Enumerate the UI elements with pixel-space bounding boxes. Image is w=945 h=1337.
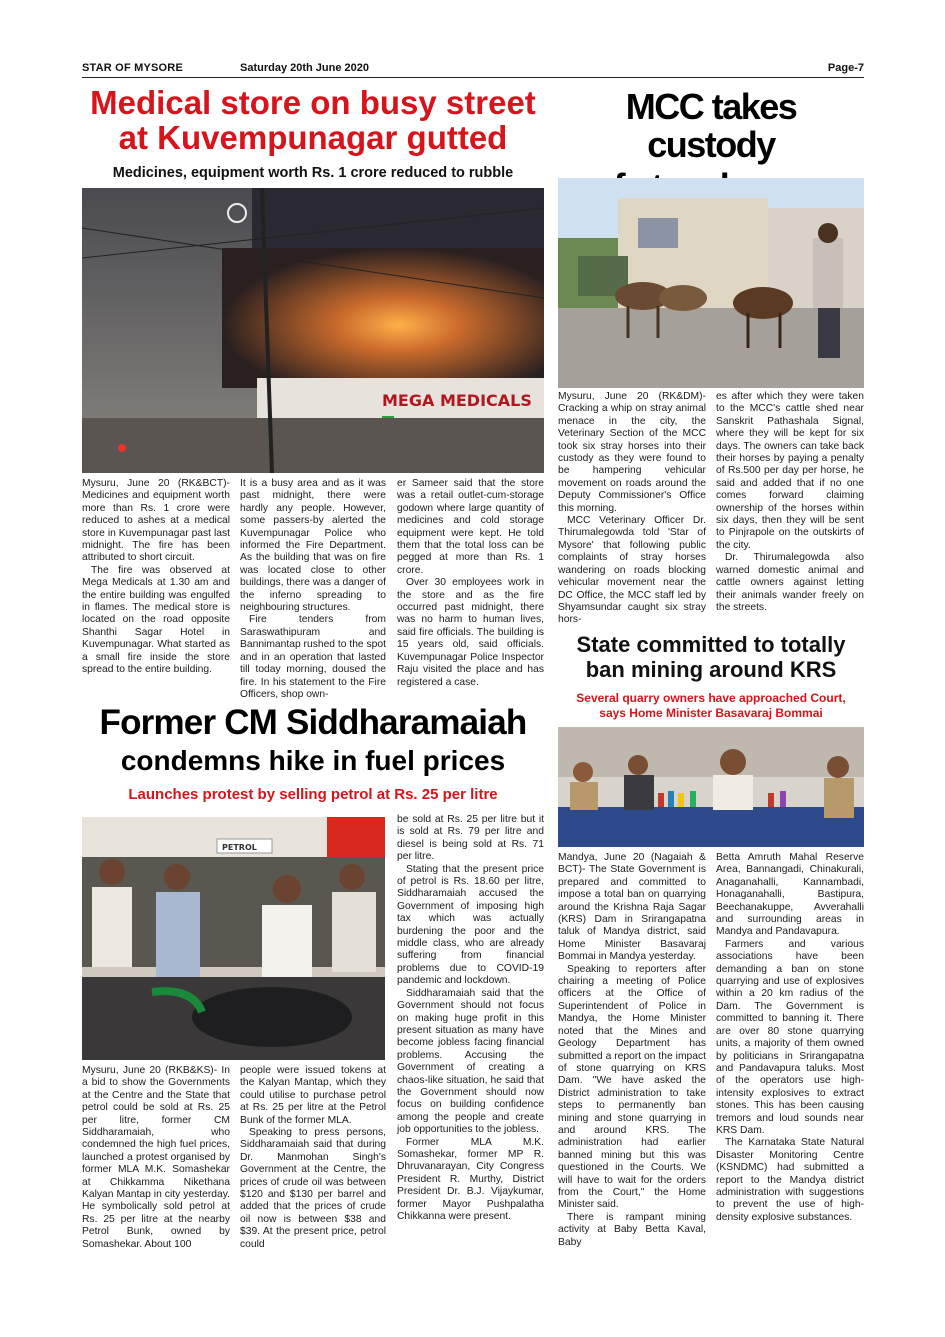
story1-col1-p1: Mysuru, June 20 (RK&BCT)- Medicines and equipment worth more than Rs. 1 crore were reduced to ashes at a medical store in Kuvempunagar past last midnight. The fire has been attributed to short circuit. [82,478,230,564]
story3-col1-p2: Speaking to reporters after chairing a meeting of Police officers at the Office of Superintendent of Police in Mandya, the Home Minister noted that the Mines and Geology Department has submitted a report on the impact of stone quarrying on KRS Dam. "We have asked the District administration to take steps to permanently ban mining and stone quarrying in and around KRS. The administration had earlier banned mining but this was questioned in the Courts. We will have to wait for the orders from the Court," the Home Minister said. [558,963,706,1211]
story1-col1-p2: The fire was observed at Mega Medicals at 1.30 am and the entire building was engulfed in flames. The medical store is located on the road opposite Shanthi Sagar Hotel in Kuvempunagar. What started as a small fire inside the store spread to the entire building. [82,564,230,676]
story3-subhead-line1: Several quarry owners have approached Court, [576,691,846,705]
story4-column1 [82,1065,230,1251]
story3-subhead [558,691,864,721]
story3-headline-line2: ban mining around KRS [585,656,837,682]
story3-headline [558,633,864,682]
story2-column2 [716,391,864,614]
story1-headline-line1: Medical store on busy street [90,84,536,121]
petrol-protest-photo [82,817,385,1060]
fire-photo [82,188,544,473]
story1-headline-line2: at Kuvempunagar gutted [118,118,508,156]
story4-column3 [397,814,544,1223]
story4-col3-p4: Former MLA M.K. Somashekar, former MP R. Dhruvanarayan, City Congress President R. Murthy, District President Dr. B.J. Vijaykumar, former Mayor Pushpalatha Chikkanna were present. [397,1136,544,1222]
story4-column2 [240,1065,386,1251]
paper-name: STAR OF MYSORE [82,62,183,74]
story1-col3-p2: Over 30 employees work in the store and as the fire occurred past midnight, there was no harm to human lives, said fire officials. The building is 15 years old, said officials. Kuvempunagar Police Inspector Raju visited the place and has registered a case. [397,577,544,688]
petrol-sign: PETROL [222,843,257,852]
story1-subhead: Medicines, equipment worth Rs. 1 crore reduced to rubble [112,165,514,181]
story1-column2 [240,478,386,701]
story4-col3-p3: Siddharamaiah said that the Government should not focus on making huge profit in this present situation as many have become jobless facing financial problems. Accusing the Government of creating a chaos-like situation, he said that the Government should now focus on building confidence among the people and create job opportunities to the jobless. [397,987,544,1136]
press-meet-photo [558,727,864,847]
story4-col3-p1: be sold at Rs. 25 per litre but it is sold at Rs. 79 per litre and diesel is being sold at Rs. 71 per litre. [397,814,544,863]
story1-column1 [82,478,230,677]
story4-headline-line1: Former CM Siddharamaiah [99,703,527,742]
page-number: Page-7 [827,62,864,74]
issue-date: Saturday 20th June 2020 [240,62,370,74]
story3-col1-p1: Mandya, June 20 (Nagaiah & BCT)- The State Government is prepared and committed to impose a total ban on quarrying around the Krishna Raja Sagar (KRS) Dam in Srirangapatna taluk of Mandya district, said Home Minister Basavaraj Bommai in Mandya yesterday. [558,852,706,963]
story2-column1 [558,391,706,627]
story2-col2-p2: Dr. Thirumalegowda also warned domestic animal and cattle owners against letting their animals wander freely on the streets. [716,552,864,613]
story3-col2-p1: Betta Amruth Mahal Reserve Area, Bannangadi, Chinakurali, Anaganahalli, Kannambadi, Honaganahalli, Bastipura, Beechanakuppe, Avverahalli and surrounding areas in Mandya and Pandavapura. [716,852,864,938]
story4-col2-p1: people were issued tokens at the Kalyan Mantap, which they could utilise to purchase petrol at Rs. 25 per litre at the Petrol Bunk of the former MLA. [240,1065,386,1126]
story3-column2 [716,852,864,1224]
story4-subhead: Launches protest by selling petrol at Rs. 25 per litre [128,786,498,803]
story4-headline-line2: condemns hike in fuel prices [120,745,506,776]
story2-col2-p1: es after which they were taken to the MCC's cattle shed near Sanskrit Pathashala Signal, where they will be kept for six days. The owners can take back their horses by paying a penalty of Rs.500 per day per horse, he said and added that if no one comes forward claiming ownership of the horses within six days, then they will be sent to Pinjrapole on the outskirts of the city. [716,391,864,551]
story1-column3 [397,478,544,689]
story2-col1-p2: MCC Veterinary Officer Dr. Thirumalegowda told 'Star of Mysore' that following public complaints of stray horses wandering on roads blocking vehicular movement near the DC Office, the MCC staff led by Shyamsundar caught six stray hors- [558,515,706,626]
story1-headline [82,86,544,155]
story3-column1 [558,852,706,1249]
story1-col2-p1: It is a busy area and as it was past midnight, there were hardly any people. However, some passers-by alerted the Kuvempunagar Police who informed the Fire Department. As the building that was on fire was located close to other buildings, there was a danger of the inferno spreading to neighbouring structures. [240,478,386,614]
story2-headline-line1: MCC takes custody [625,86,797,165]
story4-col3-p2: Stating that the present price of petrol is Rs. 18.60 per litre, Siddharamaiah accused the Government of imposing high tax which was actually burdening the poor and the middle class, who are already suffering from financial problems due to COVID-19 pandemic and lockdown. [397,863,544,987]
story1-col2-p2: Fire tenders from Saraswathipuram and Bannimantap rushed to the spot and in an operation that lasted till today morning, doused the fire. In his statement to the Fire Officers, shop own- [240,614,386,700]
story3-headline-line1: State committed to totally [576,632,846,657]
mega-medicals-sign: MEGA MEDICALS [382,391,532,410]
story3-subhead-line2: says Home Minister Basavaraj Bommai [599,706,823,720]
story1-col3-p1: er Sameer said that the store was a retail outlet-cum-storage godown where large quantity of medicines and cold storage equipment were kept. He told them that the total loss can be pegged at more than Rs. 1 crore. [397,478,544,576]
story3-col2-p3: The Karnataka State Natural Disaster Monitoring Centre (KSNDMC) had submitted a report to the Mandya district administration with suggestions to prevent the use of high-density explosive substances. [716,1137,864,1223]
story2-col1-p1: Mysuru, June 20 (RK&DM)- Cracking a whip on stray animal menace in the city, the Veterinary Section of the MCC took six stray horses into their custody as they were found to be hampering vehicular movement on roads around the Deputy Commissioner's Office this morning. [558,391,706,514]
story3-col1-p3: There is rampant mining activity at Baby Betta Kaval, Baby [558,1211,706,1248]
story4-col2-p2: Speaking to press persons, Siddharamaiah said that during Dr. Manmohan Singh's Government at the Centre, the prices of crude oil was between $120 and $130 per barrel and added that the prices of crude oil now is between $38 and $39. At the present price, petrol could [240,1127,386,1250]
masthead [82,60,864,78]
horses-photo [558,178,864,388]
story3-col2-p2: Farmers and various associations have been demanding a ban on stone quarrying and use of explosives within a 20 km radius of the Dam. The Government is committed to banning it. There are over 80 stone quarrying units, a majority of them owned by politicians in Srirangapatna and Pandavapura taluks. Most of the operators use high-intensity explosives to extract stones. This has been causing tremors and loud sounds near KRS Dam. [716,938,864,1136]
story4-col1-p1: Mysuru, June 20 (RKB&KS)- In a bid to show the Governments at the Centre and the State that petrol could be sold at Rs. 25 per litre, former CM Siddharamaiah, who condemned the high fuel prices, launched a protest organised by former MLA M.K. Somashekar at Chikkamma Nikethana Kalyan Mantap in city yesterday. He symbolically sold petrol at Rs. 25 per litre at the nearby Petrol Bunk, owned by Somashekar. About 100 [82,1065,230,1250]
